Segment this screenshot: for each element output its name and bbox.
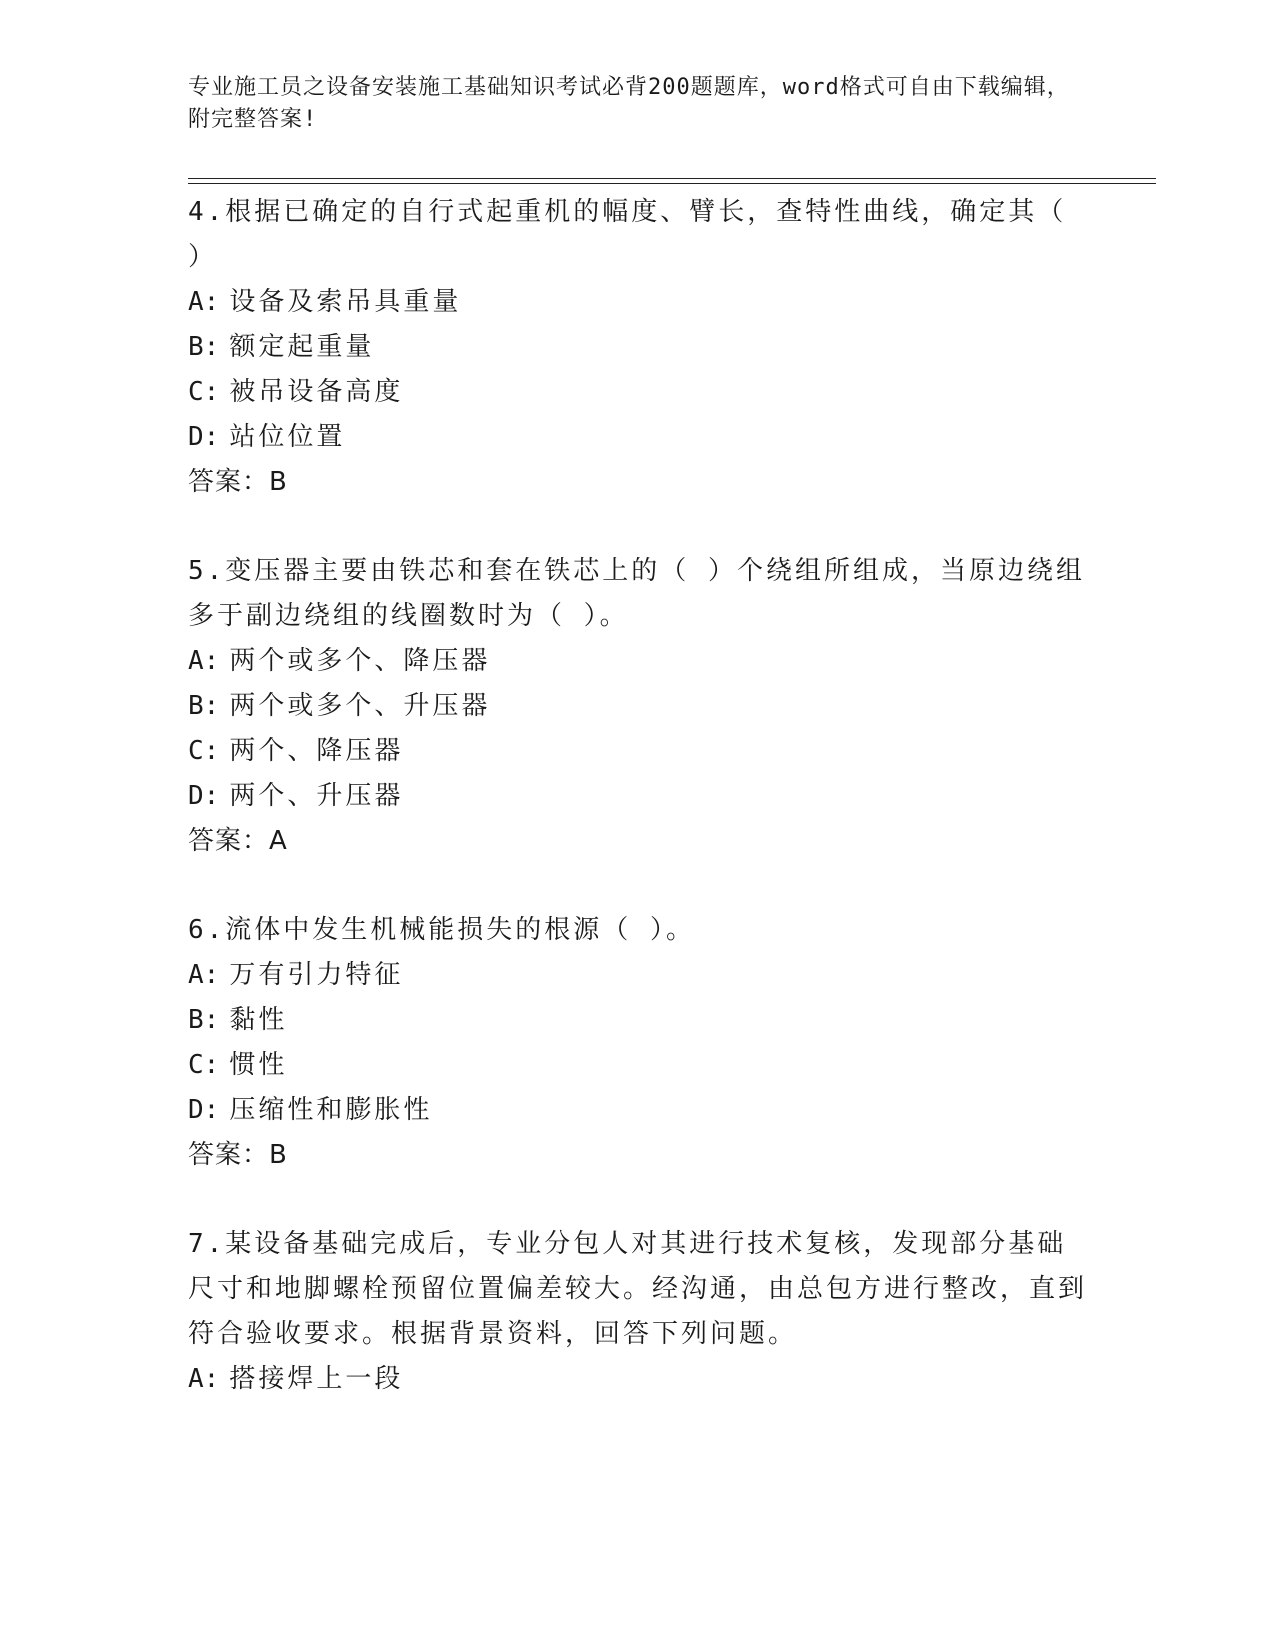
option-text: 两个、升压器 (229, 781, 404, 811)
option-text: 黏性 (229, 1005, 288, 1035)
option-key: B: (188, 691, 220, 721)
option-key: A: (188, 960, 220, 990)
option-text: 两个或多个、升压器 (229, 691, 491, 721)
question-4 (188, 190, 1088, 505)
option-a (188, 280, 1088, 325)
question-7 (188, 1222, 1088, 1402)
option-b (188, 325, 1088, 370)
option-key: C: (188, 1050, 220, 1080)
option-c (188, 1043, 1088, 1088)
answer-line: 答案：A (188, 826, 288, 856)
option-key: D: (188, 781, 220, 811)
option-text: 额定起重量 (229, 332, 375, 362)
option-d (188, 774, 1088, 819)
option-key: C: (188, 736, 220, 766)
option-text: 搭接焊上一段 (229, 1364, 404, 1394)
option-b (188, 684, 1088, 729)
option-a (188, 1357, 1088, 1402)
option-text: 设备及索吊具重量 (229, 287, 462, 317)
question-stem: 6.流体中发生机械能损失的根源（ ）。 (188, 915, 695, 945)
option-text: 万有引力特征 (229, 960, 404, 990)
option-key: D: (188, 1095, 220, 1125)
answer-line: 答案：B (188, 467, 288, 497)
option-key: D: (188, 422, 220, 452)
option-key: B: (188, 332, 220, 362)
option-text: 两个、降压器 (229, 736, 404, 766)
option-key: A: (188, 646, 220, 676)
option-text: 两个或多个、降压器 (229, 646, 491, 676)
question-list (188, 190, 1088, 1446)
option-key: C: (188, 377, 220, 407)
option-key: A: (188, 287, 220, 317)
option-text: 压缩性和膨胀性 (229, 1095, 433, 1125)
option-key: B: (188, 1005, 220, 1035)
option-key: A: (188, 1364, 220, 1394)
option-text: 站位位置 (229, 422, 346, 452)
question-stem: 4.根据已确定的自行式起重机的幅度、臂长，查特性曲线，确定其（ ） (188, 197, 1067, 272)
option-a (188, 953, 1088, 998)
option-d (188, 1088, 1088, 1133)
option-c (188, 370, 1088, 415)
option-c (188, 729, 1088, 774)
option-text: 惯性 (229, 1050, 288, 1080)
option-d (188, 415, 1088, 460)
option-b (188, 998, 1088, 1043)
document-header: 专业施工员之设备安装施工基础知识考试必背200题题库，word格式可自由下载编辑，附完整答案! (188, 75, 1070, 132)
question-5 (188, 549, 1088, 864)
question-stem: 5.变压器主要由铁芯和套在铁芯上的（ ）个绕组所组成，当原边绕组多于副边绕组的线圈数时为（ ）。 (188, 556, 1085, 631)
option-a (188, 639, 1088, 684)
option-text: 被吊设备高度 (229, 377, 404, 407)
question-stem: 7.某设备基础完成后，专业分包人对其进行技术复核，发现部分基础尺寸和地脚螺栓预留位置偏差较大。经沟通，由总包方进行整改，直到符合验收要求。根据背景资料，回答下列问题。 (188, 1229, 1088, 1349)
answer-line: 答案：B (188, 1140, 288, 1170)
question-6 (188, 908, 1088, 1178)
header-divider (188, 178, 1156, 184)
